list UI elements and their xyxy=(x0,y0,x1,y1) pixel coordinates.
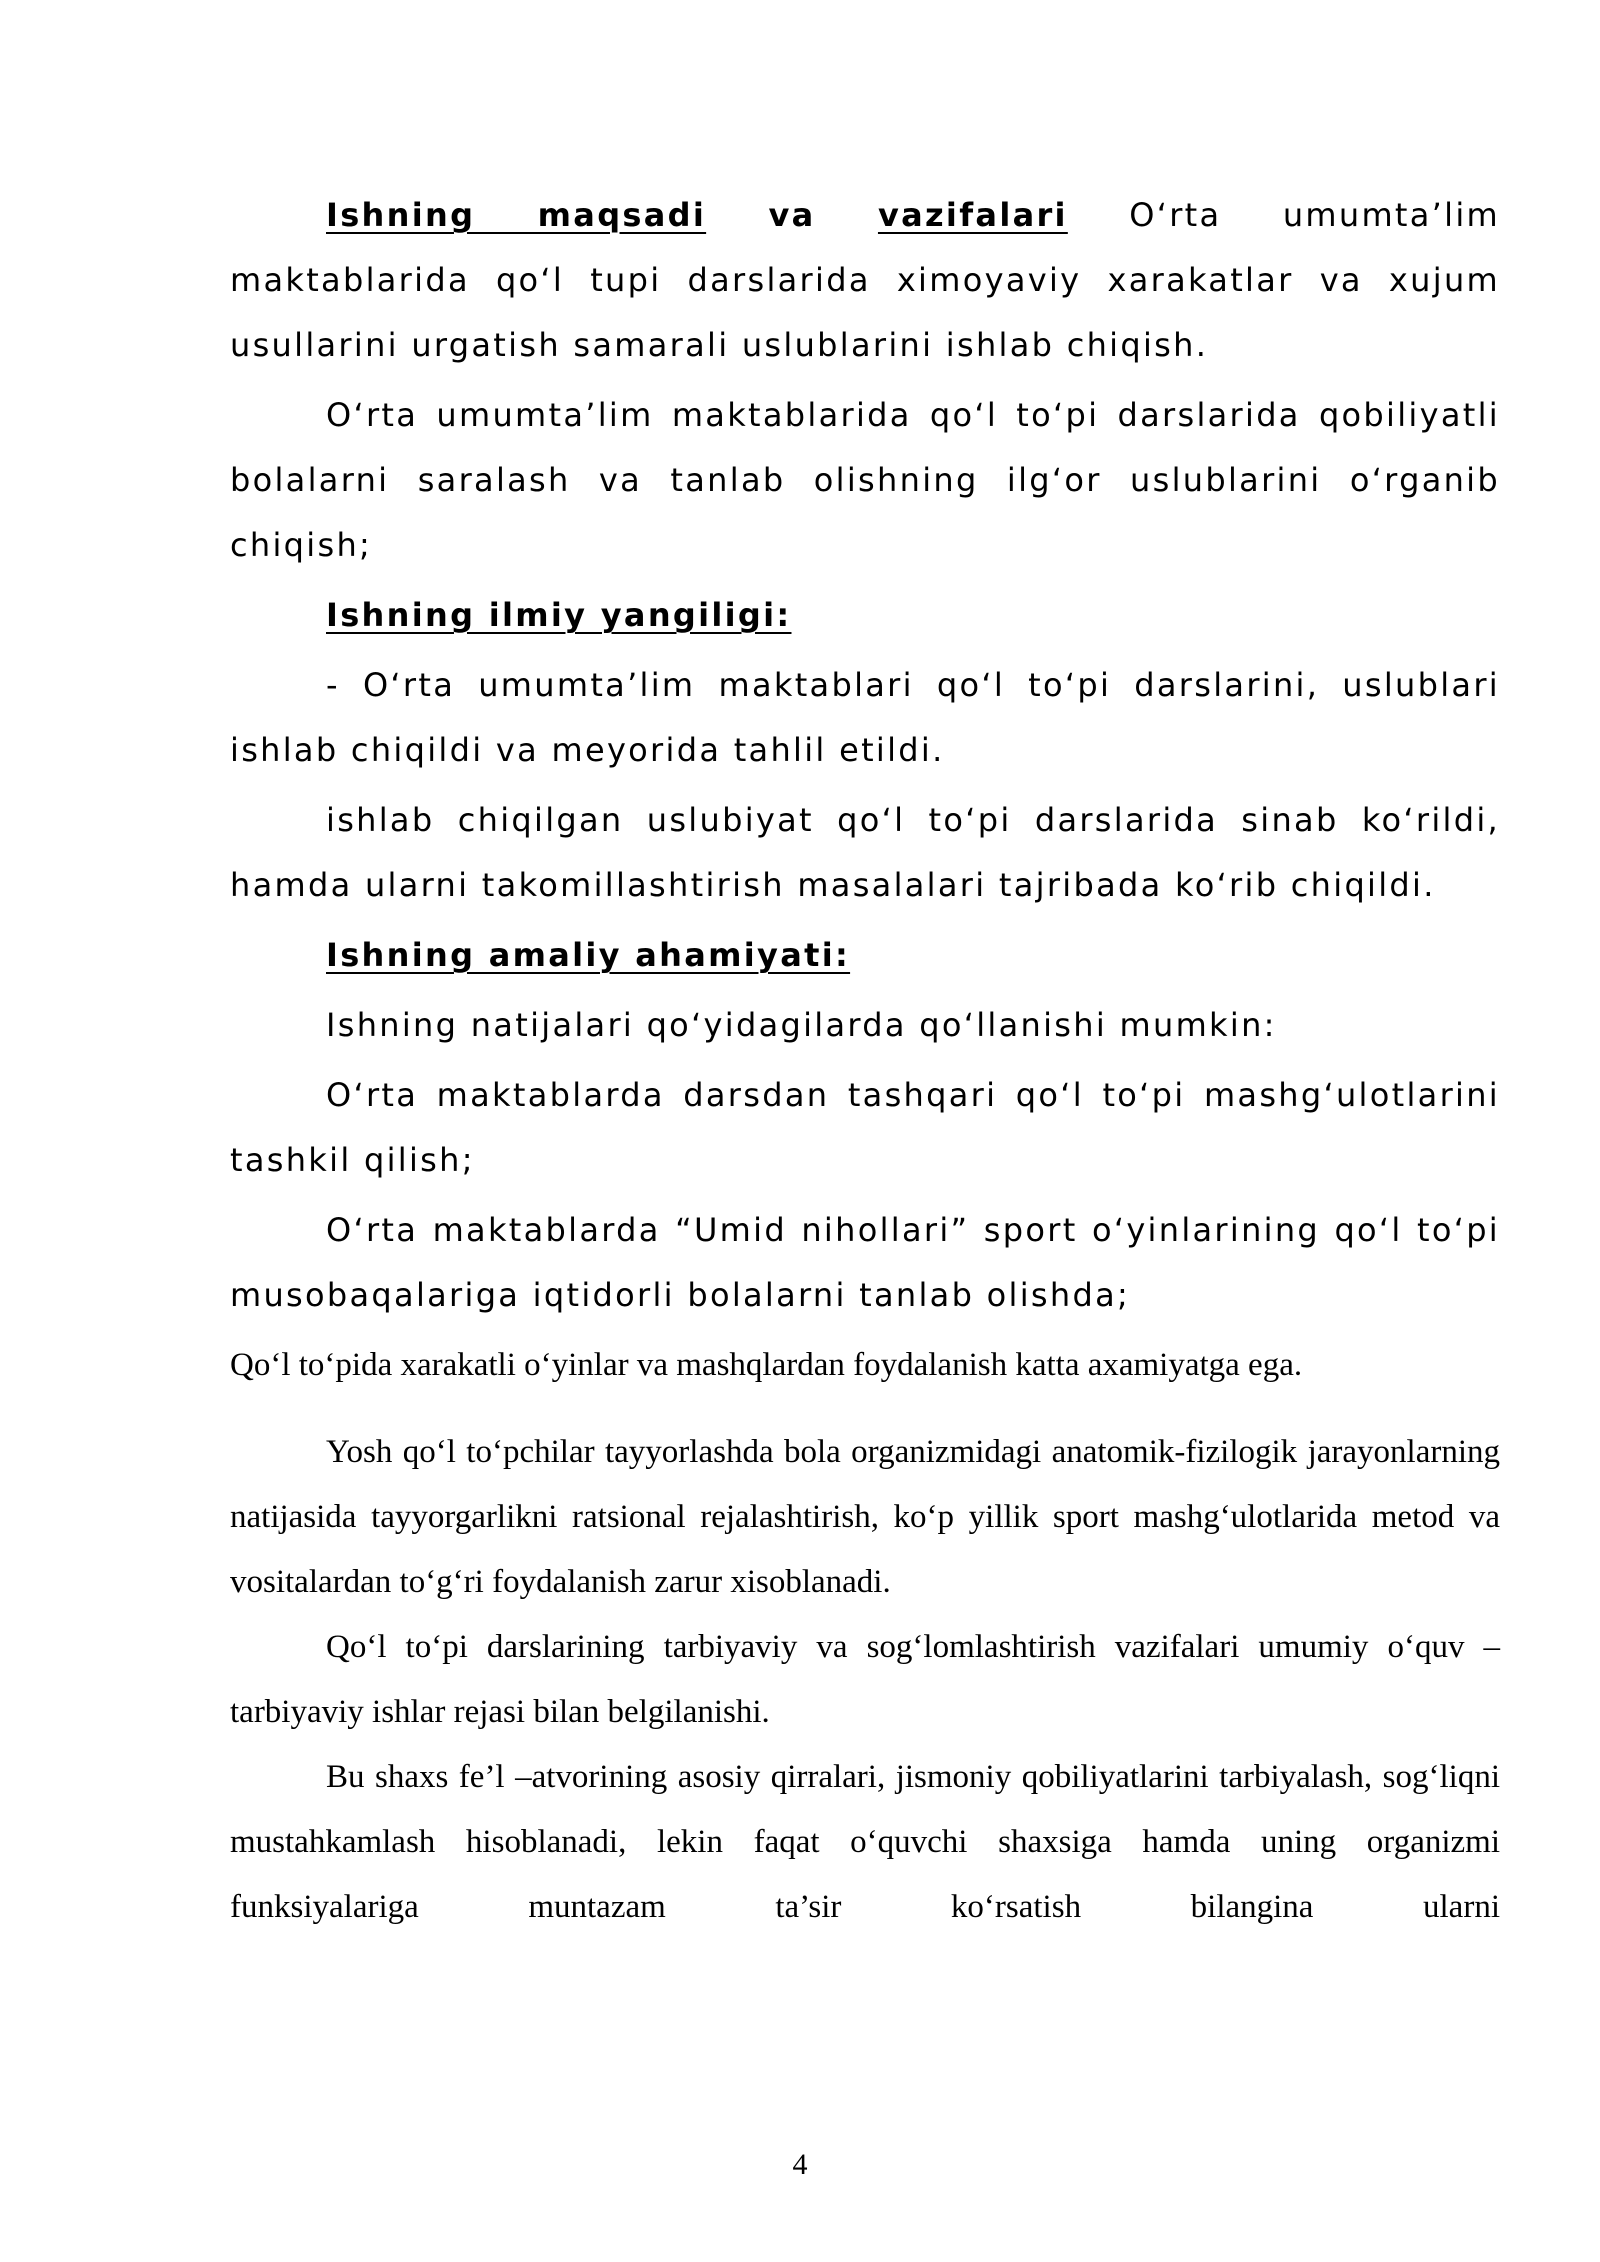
paragraph-novelty-2: ishlab chiqilgan uslubiyat qo‘l to‘pi darslarida sinab ko‘rildi, hamda ularni takomillashtirish masalalari tajribada ko‘rib chiqildi. xyxy=(230,801,1500,904)
heading-and: va xyxy=(706,196,878,234)
heading-practical-significance-text: Ishning amaliy ahamiyati: xyxy=(326,936,851,974)
heading-scientific-novelty xyxy=(230,583,1500,648)
paragraph-novelty-1: - O‘rta umumta’lim maktablari qo‘l to‘pi darslarini, uslublari ishlab chiqildi va meyorida tahlil etildi. xyxy=(230,666,1500,769)
paragraph-personality: Bu shaxs fe’l –atvorining asosiy qirralari, jismoniy qobiliyatlarini tarbiyalash, sog‘liqni mustahkamlash hisoblanadi, lekin faqat o‘quvchi shaxsiga hamda uning organizmi funksiyalariga muntazam ta’sir ko‘rsatish bilangina ularni xyxy=(230,1759,1500,1925)
heading-scientific-novelty-text: Ishning ilmiy yangiligi: xyxy=(326,596,792,634)
page-number: 4 xyxy=(792,2148,808,2181)
heading-tasks: vazifalari xyxy=(877,196,1068,234)
paragraph-umid-nihollari: O‘rta maktablarda “Umid nihollari” sport o‘yinlarining qo‘l to‘pi musobaqalariga iqtidorli bolalarni tanlab olishda; xyxy=(230,1211,1500,1314)
paragraph-educational-tasks: Qo‘l to‘pi darslarining tarbiyaviy va sog‘lomlashtirish vazifalari umumiy o‘quv –tarbiyaviy ishlar rejasi bilan belgilanishi. xyxy=(230,1629,1500,1730)
paragraph-young-players: Yosh qo‘l to‘pchilar tayyorlashda bola organizmidagi anatomik-fizilogik jarayonlarning natijasida tayyorgarlikni ratsional rejalashtirish, ko‘p yillik sport mashg‘ulotlarida metod va vositalardan to‘g‘ri foydalanish zarur xisoblanadi. xyxy=(230,1434,1500,1600)
document-body xyxy=(230,183,1500,1940)
paragraph-goals xyxy=(230,183,1500,378)
paragraph-selection: O‘rta umumta’lim maktablarida qo‘l to‘pi darslarida qobiliyatli bolalarni saralash va tanlab olishning ilg‘or uslublarini o‘rganib chiqish; xyxy=(230,396,1500,564)
paragraph-extracurricular: O‘rta maktablarda darsdan tashqari qo‘l to‘pi mashg‘ulotlarini tashkil qilish; xyxy=(230,1076,1500,1179)
paragraph-results-use: Ishning natijalari qo‘yidagilarda qo‘llanishi mumkin: xyxy=(326,1006,1277,1044)
goals-text: O‘rta umumta’lim maktablarida qo‘l tupi darslarida ximoyaviy xarakatlar va xujum usullarini urgatish samarali uslublarini ishlab chiqish. xyxy=(230,196,1501,364)
heading-goal: Ishning maqsadi xyxy=(326,196,707,234)
paragraph-games-importance: Qo‘l to‘pida xarakatli o‘yinlar va mashqlardan foydalanish katta axamiyatga ega. xyxy=(230,1347,1303,1383)
heading-practical-significance xyxy=(230,923,1500,988)
